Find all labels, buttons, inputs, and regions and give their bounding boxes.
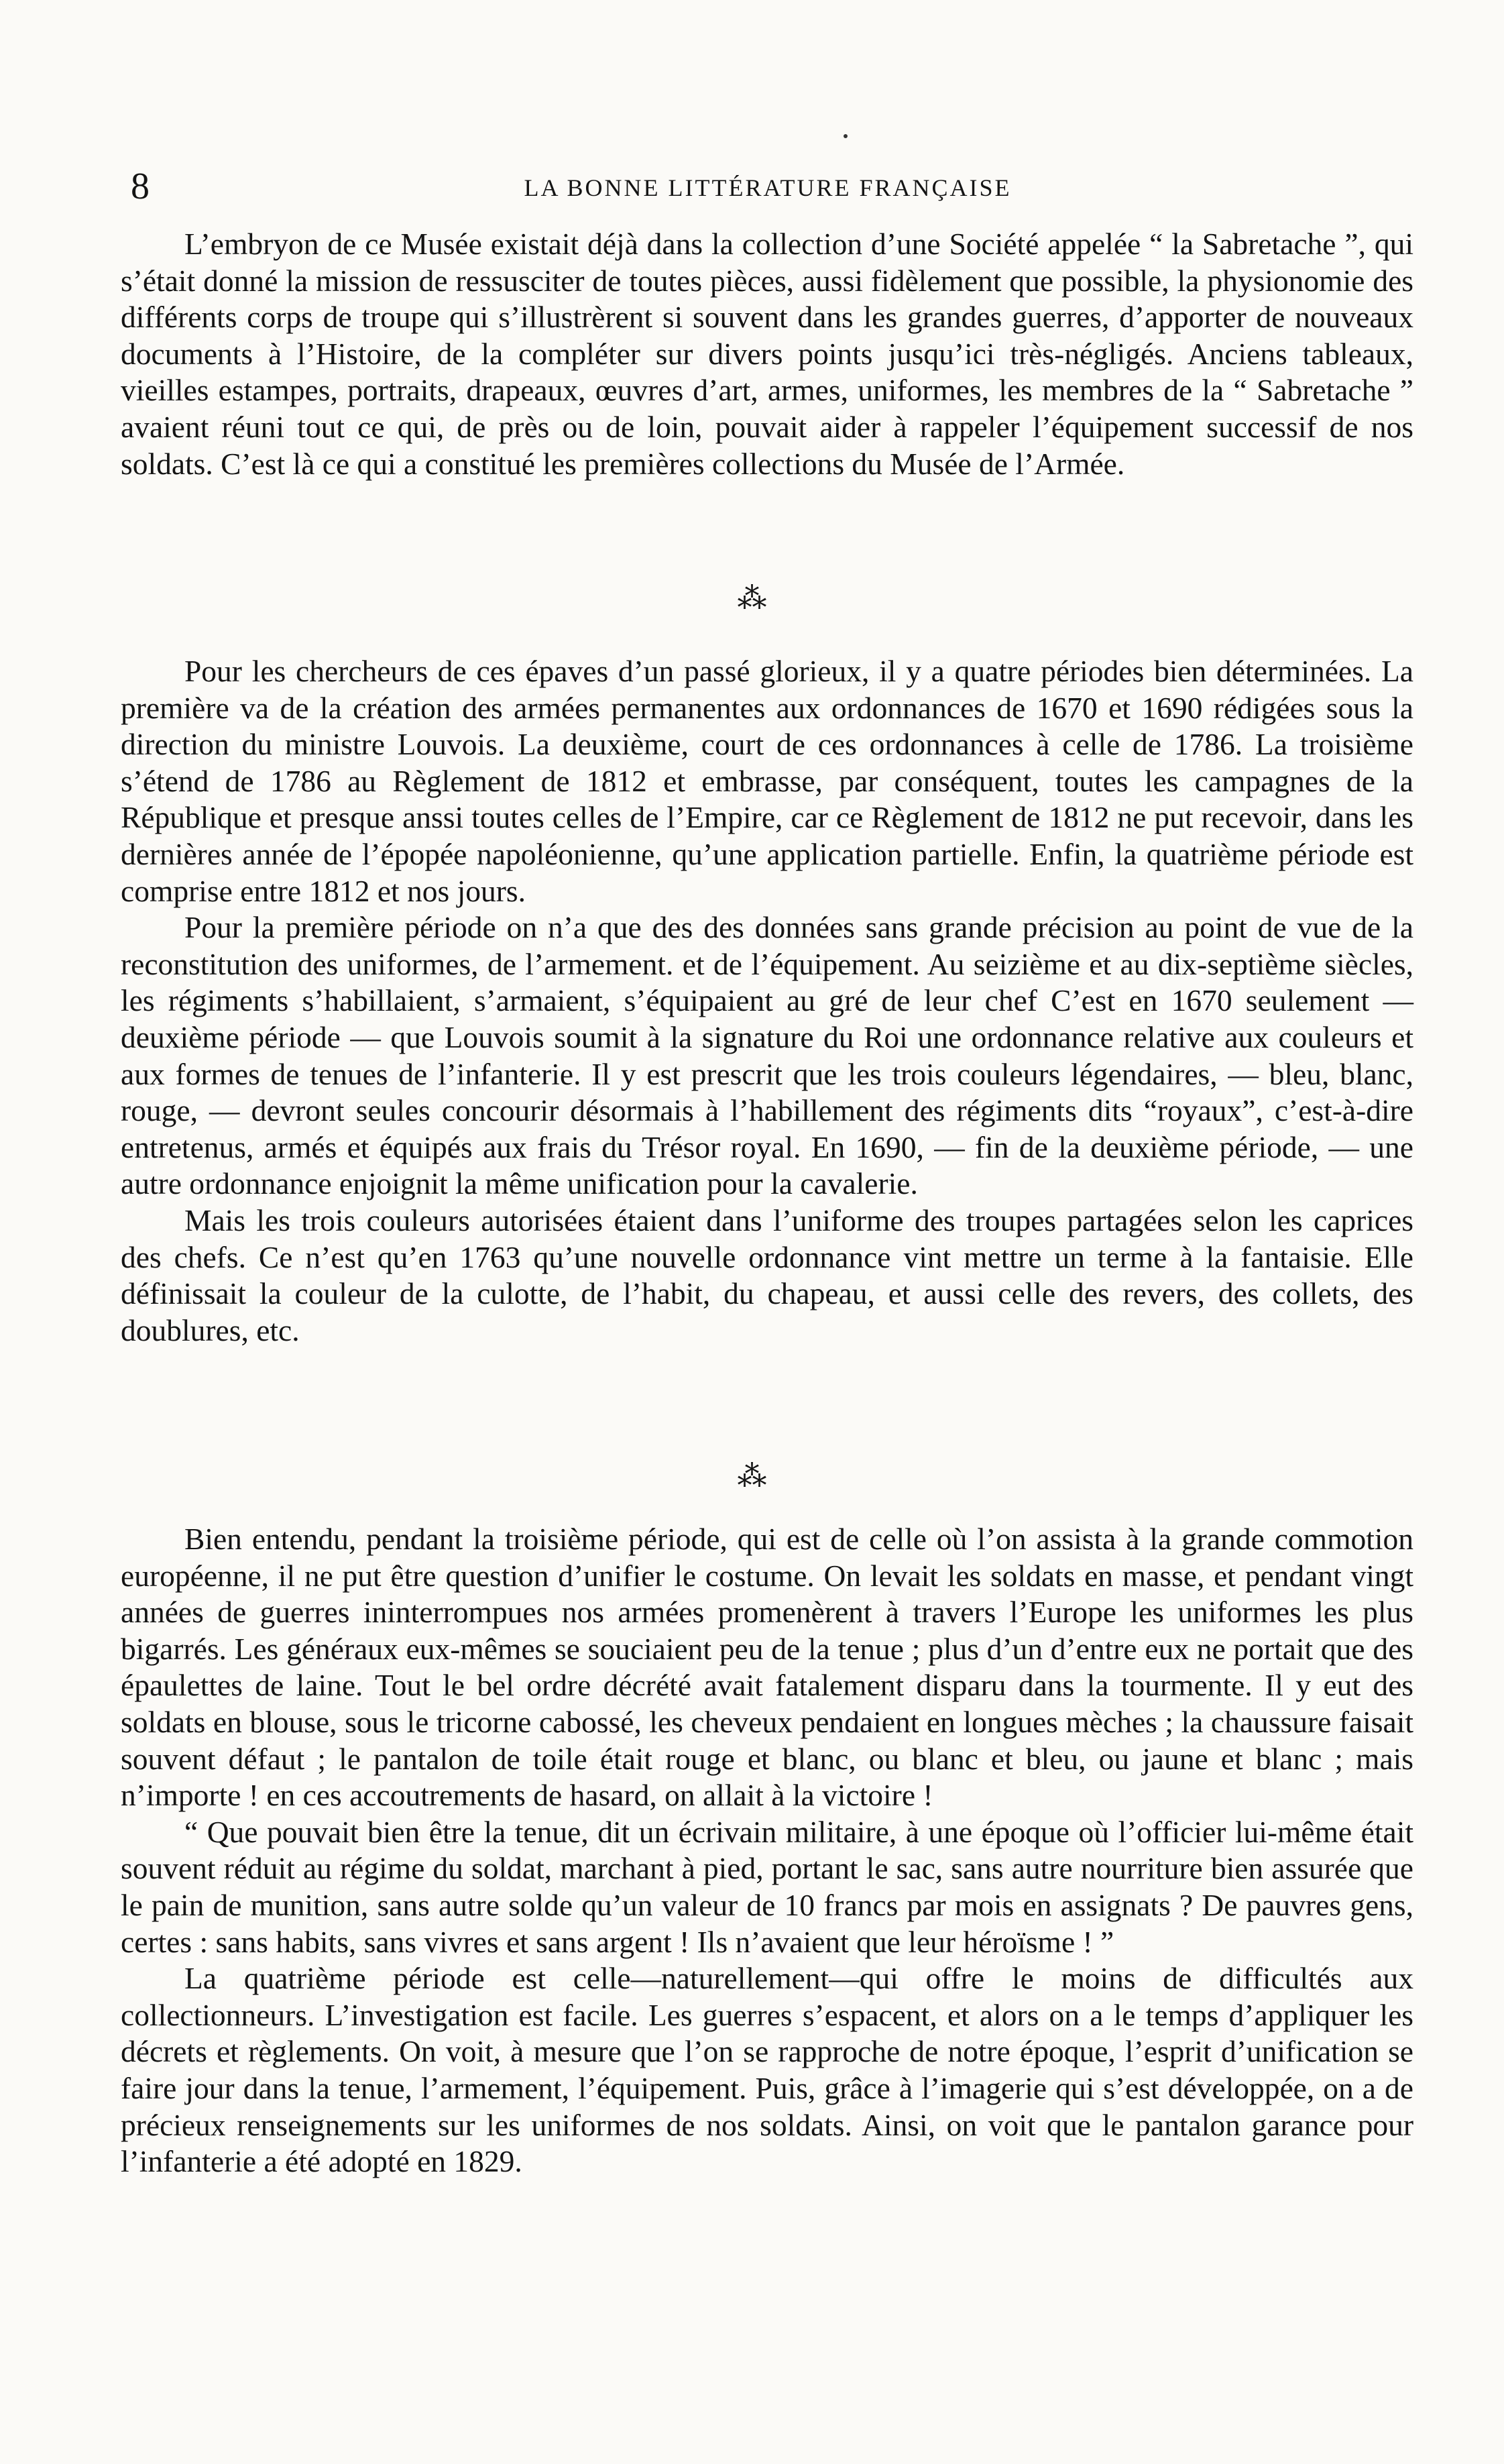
paragraph: La quatrième période est celle—naturellement—qui offre le moins de difficultés aux collectionneurs. L’investigation est facile. Les guerres s’espacent, et alors on a le temps d’appliquer les décrets et règlements. On voit, à mesure que l’on se rapproche de notre époque, l’esprit d’unification se faire jour dans la tenue, l’armement, l’équipement. Puis, grâce à l’imagerie qui s’est développée, on a de précieux renseignements sur les uniformes de nos soldats. Ainsi, on voit que le pantalon garance pour l’infanterie a été adopté en 1829. [121, 1961, 1413, 2179]
paragraph: Pour la première période on n’a que des des données sans grande précision au point de vue de la reconstitution des uniformes, de l’armement. et de l’équipement. Au seizième et au dix-septième siècles, les régiments s’habillaient, s’armaient, s’équipaient au gré de leur chef C’est en 1670 seulement — deuxième période — que Louvois soumit à la signature du Roi une ordonnance relative aux couleurs et aux formes de tenues de l’infanterie. Il y est prescrit que les trois couleurs légendaires, — bleu, blanc, rouge, — devront seules concourir désormais à l’habillement des régiments dits “royaux”, c’est-à-dire entretenus, armés et équipés aux frais du Trésor royal. En 1690, — fin de la deuxième période, — une autre ordonnance enjoignit la même unification pour la cavalerie. [121, 910, 1413, 1201]
print-speck [844, 134, 848, 138]
section-2 [121, 653, 1413, 1349]
asterism-separator: ⁂ [737, 1460, 767, 1493]
paragraph: L’embryon de ce Musée existait déjà dans la collection d’une Société appelée “ la Sabretache ”, qui s’était donné la mission de ressusciter de toutes pièces, aussi fidèlement que possible, la physionomie des différents corps de troupe qui s’illustrèrent si souvent dans les grandes guerres, d’apporter de nouveaux documents à l’Histoire, de la compléter sur divers points jusqu’ici très-négligés. Anciens tableaux, vieilles estampes, portraits, drapeaux, œuvres d’art, armes, uniformes, les membres de la “ Sabretache ” avaient réuni tout ce qui, de près ou de loin, pouvait aider à rappeler l’équipement successif de nos soldats. C’est là ce qui a constitué les premières collections du Musée de l’Armée. [121, 227, 1413, 481]
paragraph: Pour les chercheurs de ces épaves d’un passé glorieux, il y a quatre périodes bien déterminées. La première va de la création des armées permanentes aux ordonnances de 1670 et 1690 rédigées sous la direction du ministre Louvois. La deuxième, court de ces ordonnances à celle de 1786. La troisième s’étend de 1786 au Règlement de 1812 et embrasse, par conséquent, toutes les campagnes de la République et presque anssi toutes celles de l’Empire, car ce Règlement de 1812 ne put recevoir, dans les dernières année de l’épopée napoléonienne, qu’une application partielle. Enfin, la quatrième période est comprise entre 1812 et nos jours. [121, 654, 1413, 908]
section-1 [121, 226, 1413, 482]
page-number: 8 [131, 166, 150, 207]
paragraph: Bien entendu, pendant la troisième période, qui est de celle où l’on assista à la grande commotion européenne, il ne put être question d’unifier le costume. On levait les soldats en masse, et pendant vingt années de guerres ininterrompues nos armées promenèrent à travers l’Europe les uniformes les plus bigarrés. Les généraux eux-mêmes se souciaient peu de la tenue ; plus d’un d’entre eux ne portait que des épaulettes de laine. Tout le bel ordre décrété avait fatalement disparu dans la tourmente. Il y eut des soldats en blouse, sous le tricorne cabossé, les cheveux pendaient en longues mèches ; la chaussure faisait souvent défaut ; le pantalon de toile était rouge et blanc, ou blanc et bleu, ou jaune et blanc ; mais n’importe ! en ces accoutrements de hasard, on allait à la victoire ! [121, 1522, 1413, 1813]
running-head: LA BONNE LITTÉRATURE FRANÇAISE [524, 174, 1012, 201]
asterism-separator: ⁂ [737, 582, 767, 615]
paragraph: Mais les trois couleurs autorisées étaient dans l’uniforme des troupes partagées selon les caprices des chefs. Ce n’est qu’en 1763 qu’une nouvelle ordonnance vint mettre un terme à la fantaisie. Elle définissait la couleur de la culotte, de l’habit, du chapeau, et aussi celle des revers, des collets, des doublures, etc. [121, 1202, 1413, 1347]
section-3 [121, 1521, 1413, 2180]
paragraph: “ Que pouvait bien être la tenue, dit un écrivain militaire, à une époque où l’officier lui-même était souvent réduit au régime du soldat, marchant à pied, portant le sac, sans autre nourriture bien assurée que le pain de munition, sans autre solde qu’un valeur de 10 francs par mois en assignats ? De pauvres gens, certes : sans habits, sans vivres et sans argent ! Ils n’avaient que leur héroïsme ! ” [121, 1814, 1413, 1959]
page-header [131, 166, 1405, 207]
